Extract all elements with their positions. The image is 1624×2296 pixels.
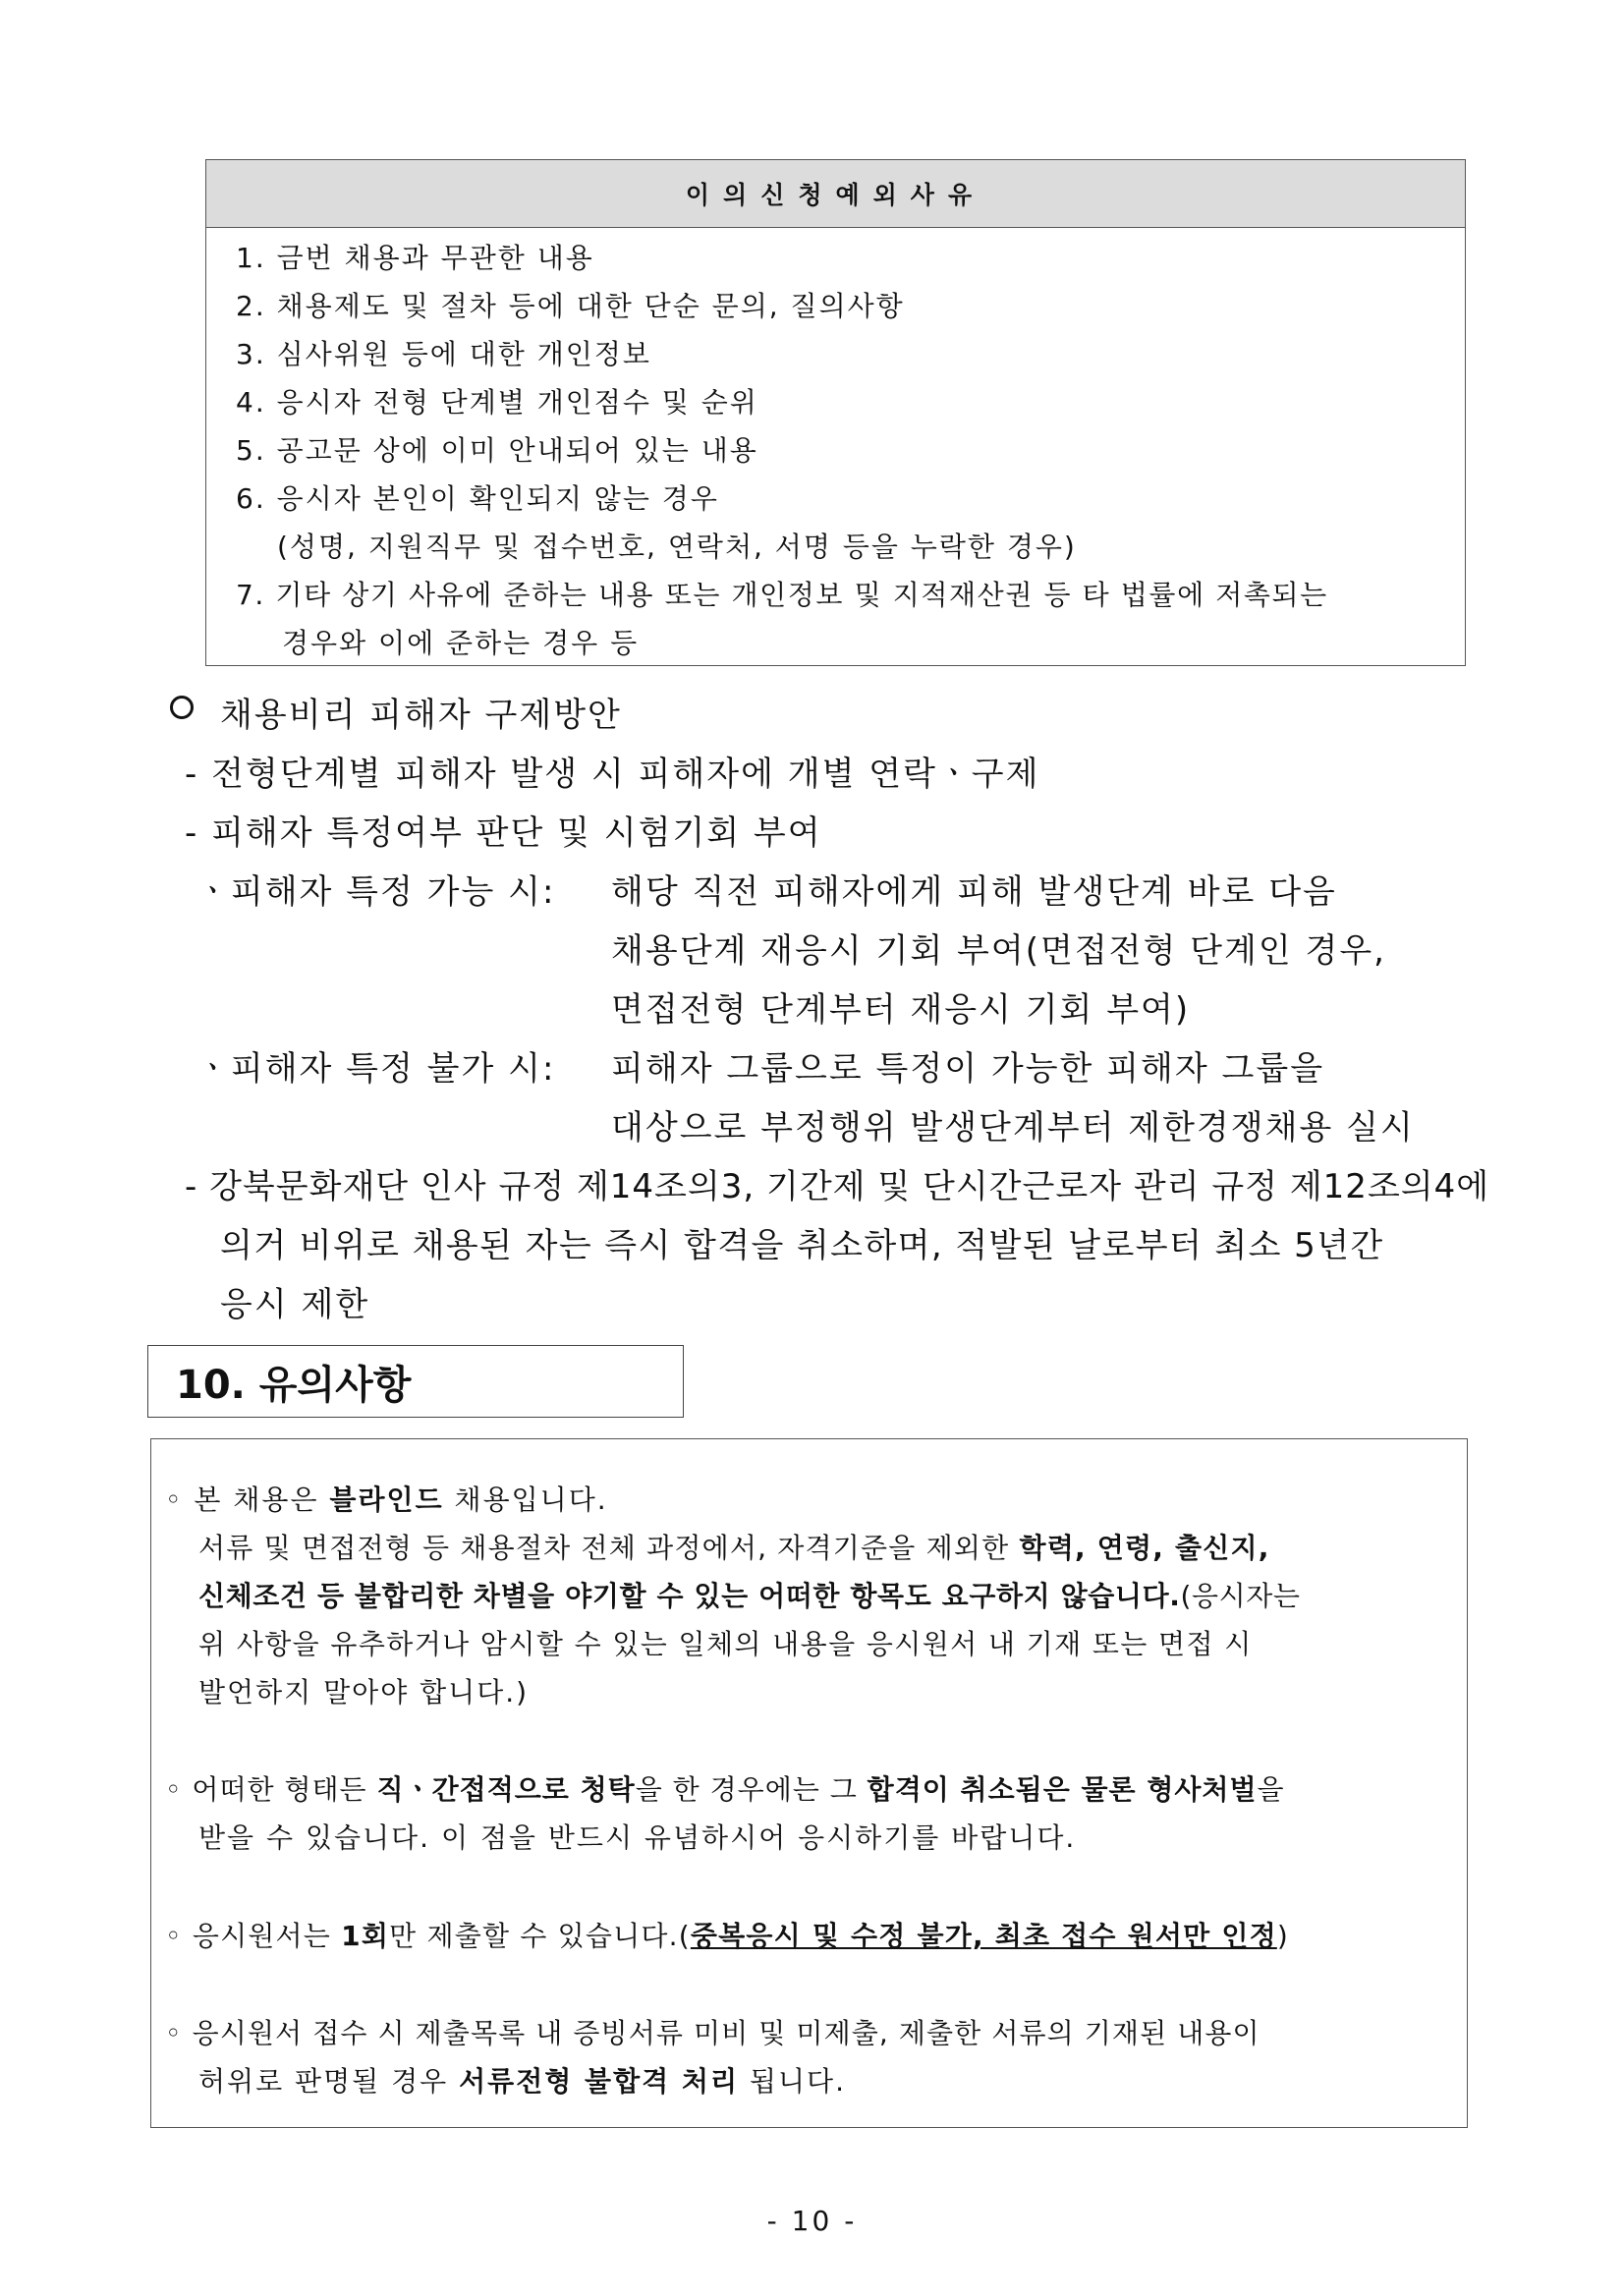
- exception-item: 1. 금번 채용과 무관한 내용: [236, 242, 594, 274]
- notice-paragraph-blind: ◦ 본 채용은 블라인드 채용입니다.: [165, 1484, 608, 1516]
- remedy-title: 채용비리 피해자 구제방안: [220, 696, 622, 735]
- remedy-item-continuation: 응시 제한: [220, 1285, 370, 1324]
- notice-paragraph-false-documents: ◦ 응시원서 접수 시 제출목록 내 증빙서류 미비 및 미제출, 제출한 서류의 기재된 내용이: [165, 2017, 1260, 2049]
- notice-line: 발언하지 말아야 합니다.): [198, 1676, 530, 1708]
- notice-line: 받을 수 있습니다. 이 점을 반드시 유념하시어 응시하기를 바랍니다.: [198, 1821, 1077, 1854]
- exception-item: 5. 공고문 상에 이미 안내되어 있는 내용: [236, 434, 758, 467]
- case-text: 피해자 그룹으로 특정이 가능한 피해자 그룹을: [611, 1049, 1325, 1089]
- exception-item: 2. 채용제도 및 절차 등에 대한 단순 문의, 질의사항: [236, 290, 905, 322]
- remedy-item-continuation: 의거 비위로 채용된 자는 즉시 합격을 취소하며, 적발된 날로부터 최소 5년간: [220, 1226, 1384, 1265]
- exceptions-header: 이의신청예외사유: [206, 160, 1465, 228]
- remedy-item: - 전형단계별 피해자 발생 시 피해자에 개별 연락ㆍ구제: [185, 755, 1040, 794]
- section-title: 10. 유의사항: [176, 1362, 412, 1408]
- notice-line: 위 사항을 유추하거나 암시할 수 있는 일체의 내용을 응시원서 내 기재 또는 면접 시: [198, 1628, 1253, 1660]
- exception-item: 3. 심사위원 등에 대한 개인정보: [236, 338, 651, 370]
- section-heading-box: [147, 1345, 684, 1418]
- exception-item: 4. 응시자 전형 단계별 개인점수 및 순위: [236, 386, 758, 419]
- notice-line: 서류 및 면접전형 등 채용절차 전체 과정에서, 자격기준을 제외한 학력, 연령, 출신지,: [198, 1532, 1270, 1564]
- page-number: - 10 -: [766, 2205, 858, 2237]
- case-text: 채용단계 재응시 기회 부여(면접전형 단계인 경우,: [611, 931, 1386, 971]
- case-label: ㆍ피해자 특정 불가 시:: [196, 1049, 556, 1089]
- exception-item-continuation: (성명, 지원직무 및 접수번호, 연락처, 서명 등을 누락한 경우): [277, 531, 1077, 563]
- case-text: 대상으로 부정행위 발생단계부터 제한경쟁채용 실시: [611, 1108, 1415, 1148]
- case-text: 면접전형 단계부터 재응시 기회 부여): [611, 990, 1191, 1030]
- notice-line: 신체조건 등 불합리한 차별을 야기할 수 있는 어떠한 항목도 요구하지 않습니다.(응시자는: [198, 1580, 1301, 1612]
- remedy-item: - 강북문화재단 인사 규정 제14조의3, 기간제 및 단시간근로자 관리 규정 제12조의4에: [185, 1167, 1490, 1206]
- notice-paragraph-solicitation: ◦ 어떠한 형태든 직ㆍ간접적으로 청탁을 한 경우에는 그 합격이 취소됨은 물론 형사처벌을: [165, 1773, 1285, 1806]
- exceptions-table: [205, 159, 1466, 666]
- notice-paragraph-single-submission: ◦ 응시원서는 1회만 제출할 수 있습니다.(중복응시 및 수정 불가, 최초 접수 원서만 인정): [165, 1920, 1289, 1952]
- case-text: 해당 직전 피해자에게 피해 발생단계 바로 다음: [611, 872, 1337, 912]
- case-label: ㆍ피해자 특정 가능 시:: [196, 872, 556, 912]
- exception-item-continuation: 경우와 이에 준하는 경우 등: [282, 627, 640, 659]
- remedy-item: - 피해자 특정여부 판단 및 시험기회 부여: [185, 813, 822, 853]
- circle-bullet-icon: [170, 696, 194, 719]
- exception-item: 7. 기타 상기 사유에 준하는 내용 또는 개인정보 및 지적재산권 등 타 법률에 저촉되는: [236, 579, 1328, 611]
- notice-line: 허위로 판명될 경우 서류전형 불합격 처리 됩니다.: [198, 2065, 846, 2098]
- exception-item: 6. 응시자 본인이 확인되지 않는 경우: [236, 482, 719, 515]
- notice-box: [150, 1438, 1468, 2128]
